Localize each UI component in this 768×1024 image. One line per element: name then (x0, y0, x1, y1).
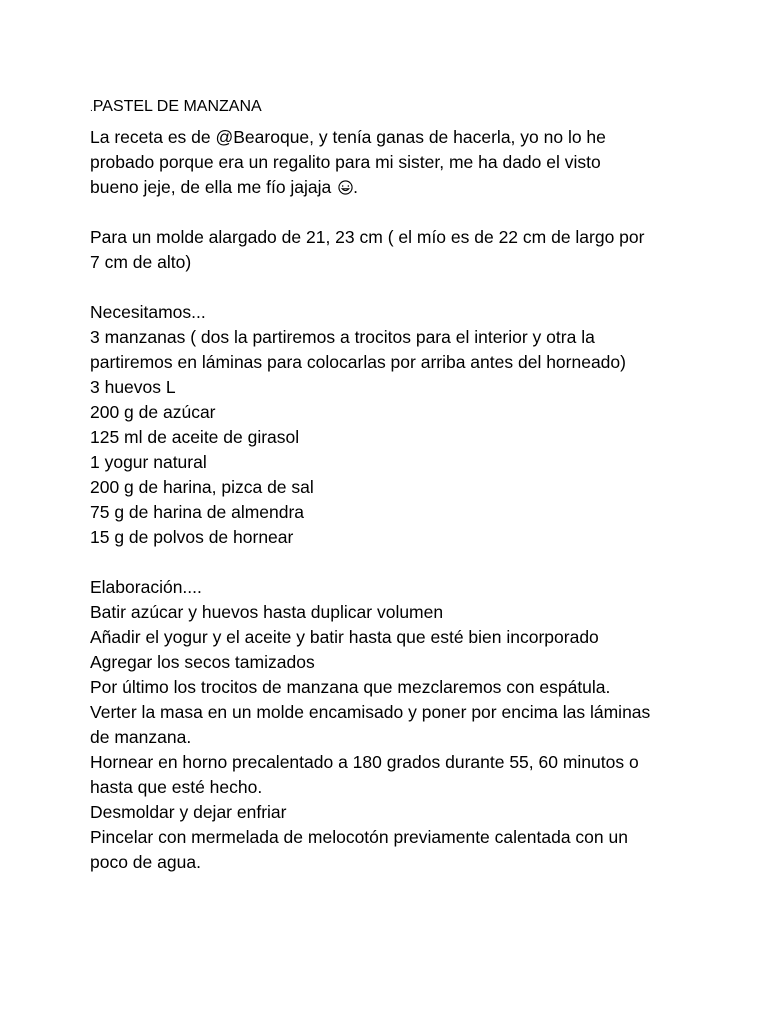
recipe-title (90, 94, 730, 119)
ingredient-item: 1 yogur natural (90, 452, 207, 472)
step-line: Añadir el yogur y el aceite y batir hasta que esté bien incorporado (90, 627, 599, 647)
steps-section (90, 575, 730, 875)
intro-line (90, 175, 730, 200)
step-line: Desmoldar y dejar enfriar (90, 802, 287, 822)
smiling-face-with-heart-eyes-icon (338, 180, 353, 195)
intro-line: probado porque era un regalito para mi sister, me ha dado el visto (90, 152, 601, 172)
ingredients-heading: Necesitamos... (90, 302, 206, 322)
step-line: poco de agua. (90, 852, 201, 872)
step-line: Por último los trocitos de manzana que mezclaremos con espátula. (90, 677, 611, 697)
step-line: Agregar los secos tamizados (90, 652, 315, 672)
ingredient-item: partiremos en láminas para colocarlas por arriba antes del horneado) (90, 352, 626, 372)
step-line: Batir azúcar y huevos hasta duplicar volumen (90, 602, 444, 622)
step-line: hasta que esté hecho. (90, 777, 263, 797)
ingredient-item: 200 g de harina, pizca de sal (90, 477, 314, 497)
mold-line: 7 cm de alto) (90, 252, 192, 272)
ingredient-item: 3 manzanas ( dos la partiremos a trocitos para el interior y otra la (90, 327, 595, 347)
ingredient-item: 75 g de harina de almendra (90, 502, 305, 522)
ingredient-item: 15 g de polvos de hornear (90, 527, 294, 547)
mold-paragraph (90, 225, 730, 275)
title-prefix: . (90, 103, 93, 114)
document-page (90, 94, 730, 875)
step-line: Hornear en horno precalentado a 180 grados durante 55, 60 minutos o (90, 752, 639, 772)
step-line: de manzana. (90, 727, 192, 747)
step-line: Pincelar con mermelada de melocotón previamente calentada con un (90, 827, 628, 847)
intro-line: La receta es de @Bearoque, y tenía ganas de hacerla, yo no lo he (90, 127, 606, 147)
steps-heading: Elaboración.... (90, 577, 202, 597)
ingredient-item: 125 ml de aceite de girasol (90, 427, 300, 447)
step-line: Verter la masa en un molde encamisado y poner por encima las láminas (90, 702, 651, 722)
ingredients-section (90, 300, 730, 550)
mold-line: Para un molde alargado de 21, 23 cm ( el mío es de 22 cm de largo por (90, 227, 645, 247)
ingredient-item: 200 g de azúcar (90, 402, 216, 422)
ingredient-item: 3 huevos L (90, 377, 176, 397)
intro-paragraph (90, 125, 730, 200)
intro-end: . (353, 177, 359, 197)
title-text: PASTEL DE MANZANA (92, 98, 262, 115)
intro-line-text: bueno jeje, de ella me fío jajaja (90, 177, 332, 197)
